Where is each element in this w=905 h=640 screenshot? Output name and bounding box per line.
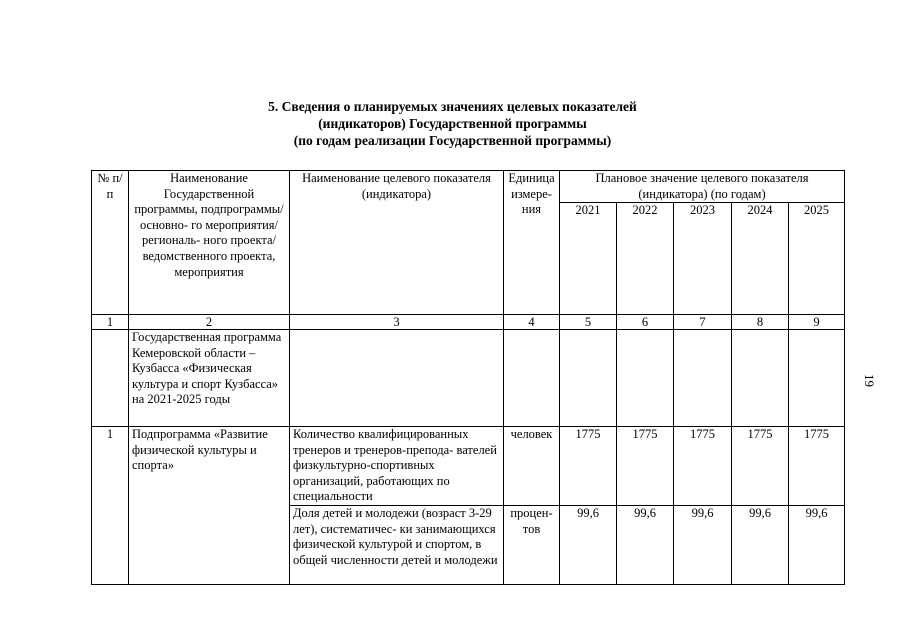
page-title bbox=[0, 98, 905, 149]
cell-value: 1775 bbox=[674, 427, 732, 506]
header-row bbox=[92, 171, 845, 203]
cell-indicator bbox=[290, 330, 504, 427]
cell-value: 99,6 bbox=[732, 506, 789, 585]
column-number: 7 bbox=[674, 315, 732, 330]
cell-unit: человек bbox=[504, 427, 560, 506]
column-number: 3 bbox=[290, 315, 504, 330]
title-line-1: 5. Сведения о планируемых значениях целевых показателей bbox=[268, 99, 637, 114]
header-indicator: Наименование целевого показателя (индикатора) bbox=[290, 171, 504, 315]
cell-num: 1 bbox=[92, 427, 129, 585]
column-number: 9 bbox=[789, 315, 845, 330]
header-num: № п/п bbox=[92, 171, 129, 315]
cell-value: 1775 bbox=[560, 427, 617, 506]
title-line-3: (по годам реализации Государственной программы) bbox=[293, 133, 612, 148]
cell-program: Подпрограмма «Развитие физической культуры и спорта» bbox=[129, 427, 290, 585]
cell-value: 99,6 bbox=[674, 506, 732, 585]
column-number-row bbox=[92, 315, 845, 330]
cell-value: 99,6 bbox=[617, 506, 674, 585]
header-year: 2024 bbox=[732, 203, 789, 315]
header-unit: Единица измере- ния bbox=[504, 171, 560, 315]
column-number: 5 bbox=[560, 315, 617, 330]
title-line-2: (индикаторов) Государственной программы bbox=[318, 116, 587, 131]
cell-value: 99,6 bbox=[789, 506, 845, 585]
column-number: 2 bbox=[129, 315, 290, 330]
cell-num bbox=[92, 330, 129, 427]
cell-value bbox=[560, 330, 617, 427]
header-year: 2025 bbox=[789, 203, 845, 315]
cell-unit bbox=[504, 330, 560, 427]
cell-value: 1775 bbox=[789, 427, 845, 506]
page-number: 19 bbox=[862, 374, 877, 387]
cell-unit: процен- тов bbox=[504, 506, 560, 585]
header-year: 2022 bbox=[617, 203, 674, 315]
header-year: 2021 bbox=[560, 203, 617, 315]
indicators-table bbox=[91, 170, 845, 585]
cell-value bbox=[789, 330, 845, 427]
column-number: 1 bbox=[92, 315, 129, 330]
header-program: Наименование Государственной программы, подпрограммы/основно- го мероприятия/региональ- ного проекта/ведомственного проекта, мероприятия bbox=[129, 171, 290, 315]
column-number: 8 bbox=[732, 315, 789, 330]
cell-value: 1775 bbox=[617, 427, 674, 506]
cell-indicator: Доля детей и молодежи (возраст 3-29 лет), систематичес- ки занимающихся физической культурой и спортом, в общей численности детей и молодежи bbox=[290, 506, 504, 585]
table-row bbox=[92, 427, 845, 506]
cell-indicator: Количество квалифицированных тренеров и тренеров-препода- вателей физкультурно-спортивных организаций, работающих по специальности bbox=[290, 427, 504, 506]
header-year: 2023 bbox=[674, 203, 732, 315]
cell-program: Государственная программа Кемеровской области – Кузбасса «Физическая культура и спорт Кузбасса» на 2021-2025 годы bbox=[129, 330, 290, 427]
column-number: 6 bbox=[617, 315, 674, 330]
table-row bbox=[92, 330, 845, 427]
cell-value: 99,6 bbox=[560, 506, 617, 585]
cell-value bbox=[617, 330, 674, 427]
cell-value bbox=[732, 330, 789, 427]
header-plan: Плановое значение целевого показателя (индикатора) (по годам) bbox=[560, 171, 845, 203]
column-number: 4 bbox=[504, 315, 560, 330]
cell-value: 1775 bbox=[732, 427, 789, 506]
cell-value bbox=[674, 330, 732, 427]
